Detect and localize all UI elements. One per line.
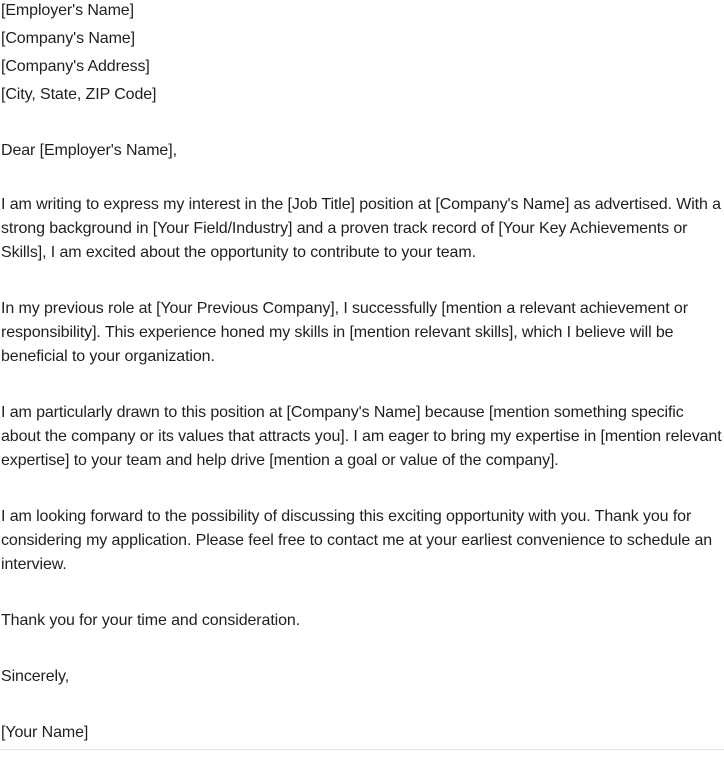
- recipient-company: [Company's Name]: [1, 30, 135, 47]
- closing: Sincerely,: [1, 668, 70, 685]
- bottom-divider: [0, 749, 724, 750]
- recipient-address-block: [1, 0, 723, 109]
- recipient-city-state-zip: [City, State, ZIP Code]: [1, 86, 157, 103]
- cover-letter: [1, 0, 723, 745]
- salutation: Dear [Employer's Name],: [1, 142, 177, 159]
- body-paragraph-motivation: I am particularly drawn to this position at [Company's Name] because [mention something specific about the company or its values that attracts you]. I am eager to bring my expertise in [mention relevant expertise] to your team and help drive [mention a goal or value of the company].: [1, 404, 722, 469]
- recipient-name: [Employer's Name]: [1, 2, 134, 19]
- body-paragraph-experience: In my previous role at [Your Previous Company], I successfully [mention a relevant achievement or responsibility]. This experience honed my skills in [mention relevant skills], which I believe will be beneficial to your organization.: [1, 300, 688, 365]
- recipient-address: [Company's Address]: [1, 58, 150, 75]
- signature: [Your Name]: [1, 724, 89, 741]
- body-paragraph-thanks: Thank you for your time and consideration.: [1, 612, 301, 629]
- body-paragraph-intro: I am writing to express my interest in the [Job Title] position at [Company's Name] as advertised. With a strong background in [Your Field/Industry] and a proven track record of [Your Key Achievements or Skills], I am excited about the opportunity to contribute to your team.: [1, 196, 721, 261]
- body-paragraph-call-to-action: I am looking forward to the possibility of discussing this exciting opportunity with you. Thank you for considering my application. Please feel free to contact me at your earliest convenience to schedule an interview.: [1, 508, 713, 573]
